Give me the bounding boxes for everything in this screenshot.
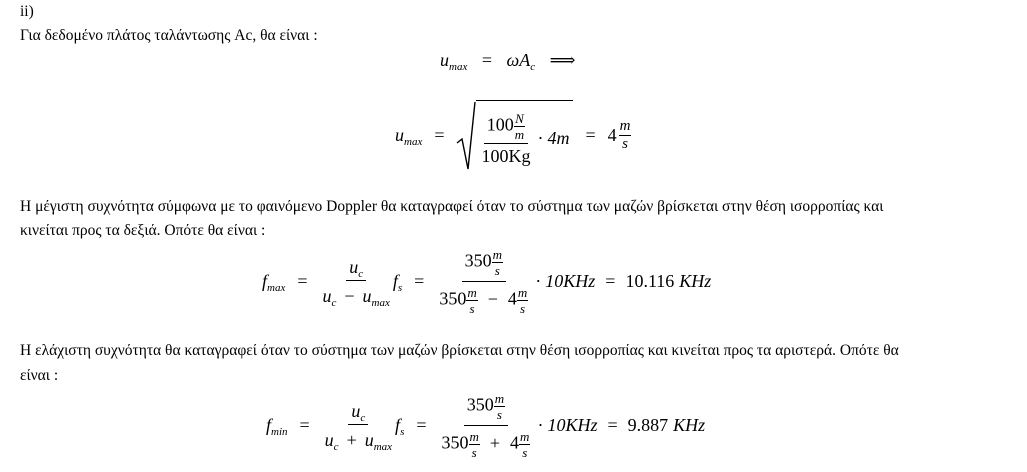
fmax-unit: KHz (679, 271, 712, 291)
source-frequency: 10KHz (547, 415, 598, 435)
eq3-lhs: $f_{max}$ (262, 271, 286, 294)
eq3-symbolic-fraction: $\frac{u_c}{u_c - u_{max}}$ (322, 257, 390, 309)
eq4-equals-3: = (607, 415, 618, 435)
equation-umax-omega (440, 50, 575, 71)
implies-arrow: ⟹ (549, 50, 576, 70)
eq3-numeric-fraction: 350 $\frac{m}{s}$ 350 $\frac{m}{s}$ − 4 $\frac{m}{s}$ (439, 247, 528, 316)
eq4-numeric-fraction: 350 $\frac{m}{s}$ 350 $\frac{m}{s}$ + 4 $\frac{m}{s}$ (441, 391, 530, 460)
amplitude-value: 4m (547, 127, 570, 148)
sqrt-sign (456, 101, 476, 171)
eq4-lhs: $f_{min}$ (266, 415, 288, 438)
eq4-symbolic-fraction: $\frac{u_c}{u_c + u_{max}}$ (324, 401, 393, 453)
eq2-equals: = (434, 125, 445, 145)
eq4-equals: = (299, 415, 310, 435)
section-heading: ii) (20, 3, 34, 20)
equation-umax-value (395, 100, 631, 171)
eq1-rhs: $\omega A_c$ (506, 50, 536, 73)
equation-fmin (266, 392, 705, 459)
eq3-equals: = (297, 271, 308, 291)
eq1-equals: = (481, 50, 492, 70)
paragraph-min-line2: είναι : (20, 367, 59, 384)
eq1-lhs: $u_{max}$ (440, 50, 468, 73)
paragraph-max-line2: κινείται προς τα δεξιά. Οπότε θα είναι : (20, 222, 266, 239)
sqrt-body (476, 100, 573, 171)
eq4-times: · (537, 415, 544, 435)
source-frequency: 10KHz (545, 271, 596, 291)
eq2-times: · (537, 127, 544, 148)
eq4-equals-2: = (416, 415, 427, 435)
paragraph-max-line1: Η μέγιστη συχνότητα σύμφωνα με το φαινόμενο Doppler θα καταγραφεί όταν το σύστημα των μαζών βρίσκεται στην θέση ισορροπίας και (20, 198, 884, 215)
fmax-result: 10.116 (625, 271, 675, 291)
eq2-equals-2: = (585, 125, 596, 145)
eq3-equals-2: = (414, 271, 425, 291)
unit-n-per-m: $\frac{N}{m}$ (514, 110, 525, 142)
sqrt-fraction (478, 112, 533, 165)
eq2-lhs: $u_{max}$ (395, 125, 423, 148)
eq4-fs: $f_s$ (395, 415, 405, 438)
fmin-unit: KHz (673, 415, 706, 435)
mass-value: 100Kg (481, 145, 531, 166)
eq3-equals-3: = (605, 271, 616, 291)
umax-result: 4 (607, 125, 617, 145)
unit-m-per-s: $\frac{m}{s}$ (619, 118, 631, 152)
intro-text: Για δεδομένο πλάτος ταλάντωσης Ac, θα είναι : (20, 27, 318, 44)
spring-constant-value: 100 (486, 114, 514, 135)
fmin-result: 9.887 (627, 415, 669, 435)
eq3-times: · (535, 271, 542, 291)
eq3-fs: $f_s$ (392, 271, 403, 294)
paragraph-min-line1: Η ελάχιστη συχνότητα θα καταγραφεί όταν το σύστημα των μαζών βρίσκεται στην θέση ισορροπίας και κινείται προς τα αριστερά. Οπότε θα (20, 342, 899, 359)
equation-fmax (262, 248, 711, 315)
